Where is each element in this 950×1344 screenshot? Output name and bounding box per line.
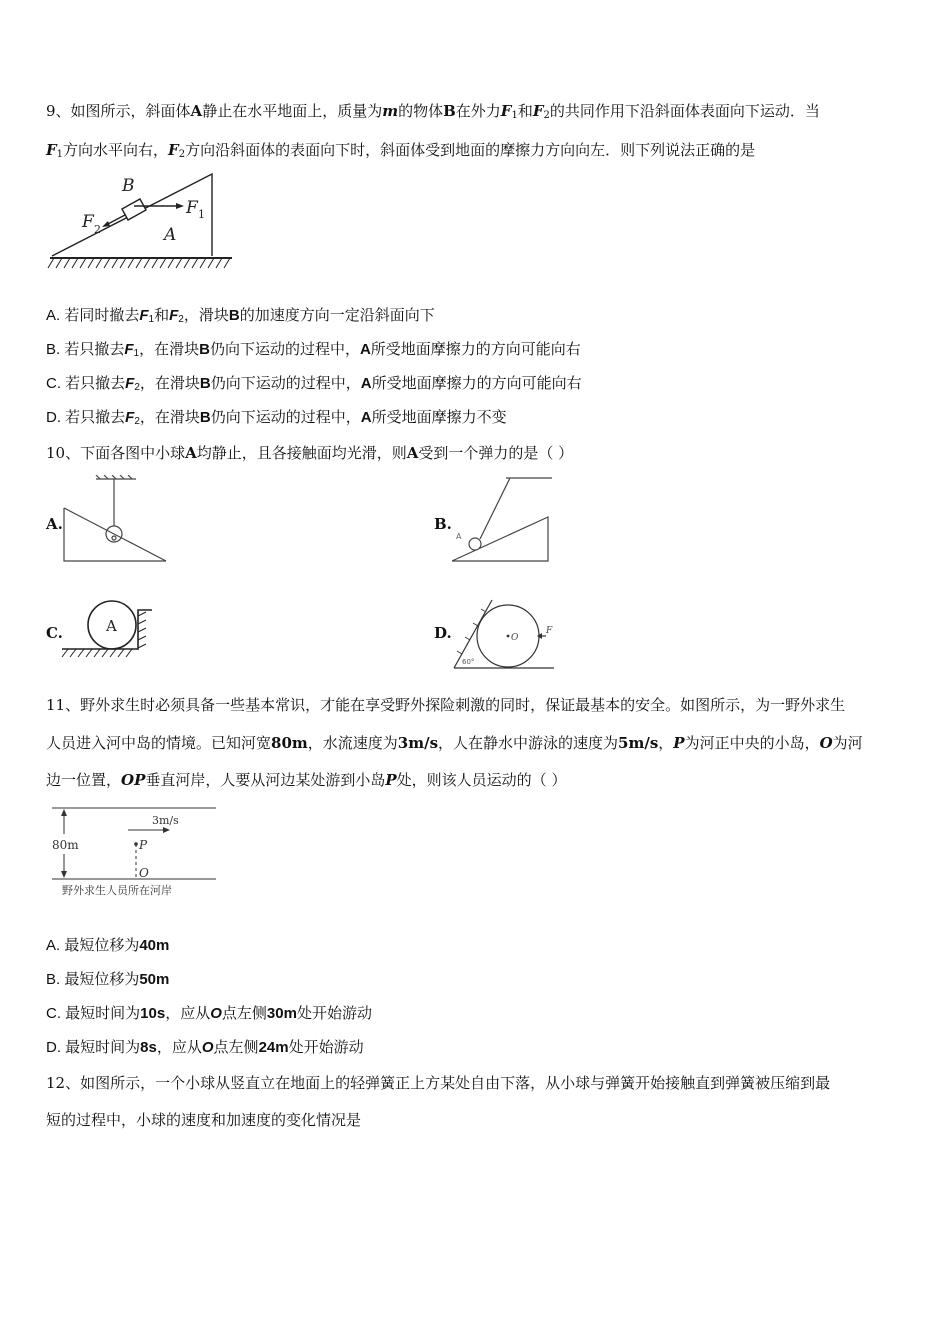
q12-stem-line2: 短的过程中，小球的速度和加速度的变化情况是	[46, 1111, 362, 1129]
q10-figure-a	[60, 475, 170, 565]
q10-label-a: A.	[46, 515, 63, 533]
fig-label-b: B	[122, 176, 135, 196]
q11-fig-p: P	[139, 838, 148, 852]
f2-arrowhead	[102, 221, 110, 227]
q9-option-b: B. 若只撤去$F_1$，在滑块B仍向下运动的过程中，A所受地面摩擦力的方向可能向右	[46, 341, 581, 359]
q9-option-d: D. 若只撤去$F_2$，在滑块B仍向下运动的过程中，A所受地面摩擦力不变	[46, 409, 507, 427]
q11-river-figure	[48, 804, 220, 900]
q10-d-angle-label: 60°	[462, 658, 475, 666]
q10-d-f-label: F	[546, 626, 553, 636]
q11-stem-line3: 边一位置，OP垂直河岸，人要从河边某处游到小岛P处，则该人员运动的（ ）	[46, 771, 567, 789]
q9-stem-line1: 9、如图所示，斜面体A静止在水平地面上，质量为m的物体B在外力$F_1$和$F_2$的共同作用下沿斜面体表面向下运动．当	[46, 102, 820, 121]
q10-figure-c	[60, 600, 160, 662]
q11-option-a: A. 最短位移为40m	[46, 937, 170, 954]
q10-stem: 10、下面各图中小球A均静止，且各接触面均光滑，则A受到一个弹力的是（ ）	[46, 444, 574, 462]
q9-option-a: A. 若同时撤去$F_1$和$F_2$，滑块B的加速度方向一定沿斜面向下	[46, 307, 435, 325]
q10-label-c: C.	[46, 624, 63, 642]
q11-fig-o: O	[139, 866, 149, 880]
q9-incline-figure	[46, 168, 236, 276]
fig-label-f1-sub: 1	[198, 208, 205, 221]
q11-stem-line2: 人员进入河中岛的情境。已知河宽80m，水流速度为3m/s，人在静水中游泳的速度为5m/s，P为河正中央的小岛，O为河	[46, 734, 863, 752]
q11-option-b: B. 最短位移为50m	[46, 971, 170, 988]
q9-stem-line2: $F_1$方向水平向右，$F_2$方向沿斜面体的表面向下时，斜面体受到地面的摩擦力方向向左．则下列说法正确的是	[46, 141, 756, 160]
q11-fig-caption: 野外求生人员所在河岸	[62, 884, 172, 897]
q10-c-ball-label: A	[106, 617, 117, 635]
q10-label-b: B.	[434, 515, 452, 533]
fig-label-f2-sub: 2	[94, 223, 101, 236]
q12-stem-line1: 12、如图所示，一个小球从竖直立在地面上的轻弹簧正上方某处自由下落，从小球与弹簧开始接触直到弹簧被压缩到最	[46, 1074, 831, 1092]
q10-d-o-label: O	[511, 633, 519, 643]
q11-option-c: C. 最短时间为10s，应从O点左侧30m处开始游动	[46, 1005, 372, 1022]
q11-option-d: D. 最短时间为8s，应从O点左侧24m处开始游动	[46, 1039, 364, 1056]
q11-stem-line1: 11、野外求生时必须具备一些基本常识，才能在享受野外探险刺激的同时，保证最基本的安全。如图所示，为一野外求生	[46, 696, 846, 714]
q10-label-d: D.	[434, 624, 452, 642]
q10-figure-b	[448, 475, 558, 565]
q9-option-c: C. 若只撤去$F_2$，在滑块B仍向下运动的过程中，A所受地面摩擦力的方向可能向右	[46, 375, 582, 393]
fig-label-f2: F	[82, 212, 94, 232]
fig-label-a: A	[164, 225, 177, 245]
q11-fig-width: 80m	[52, 838, 79, 852]
q11-fig-speed: 3m/s	[152, 814, 179, 827]
fig-label-f1: F	[186, 198, 198, 218]
q10-figure-d	[450, 598, 555, 674]
svg-text:A: A	[456, 532, 462, 541]
f1-arrowhead	[176, 203, 184, 209]
